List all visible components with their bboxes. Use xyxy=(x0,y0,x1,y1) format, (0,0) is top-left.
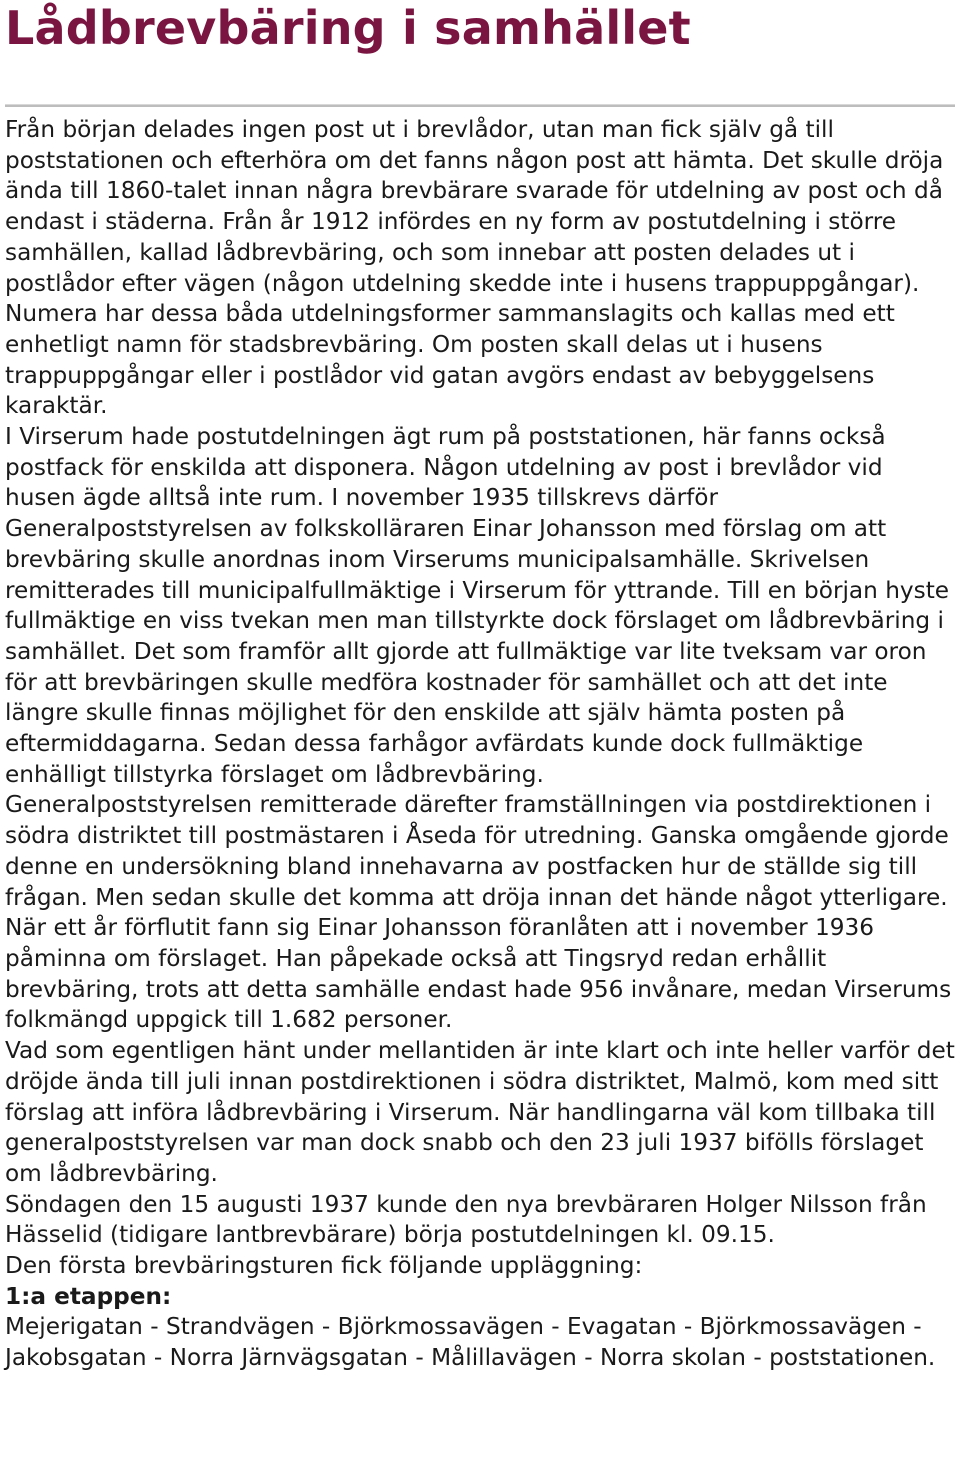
paragraph-generalpoststyrelsen: Generalpoststyrelsen remitterade därefter framställningen via postdirektionen i södra distriktet till postmästaren i Åseda för utredning. Ganska omgående gjorde denne en undersökning bland innehavarna av postfacken hur de ställde sig till frågan. Men sedan skulle det komma att dröja innan det hände något ytterligare. När ett år förflutit fann sig Einar Johansson föranlåten att i november 1936 påminna om förslaget. Han påpekade också att Tingsryd redan erhållit brevbäring, trots att detta samhälle endast hade 956 invånare, medan Virserums folkmängd uppgick till 1.682 personer. xyxy=(5,791,952,1034)
page-title: Lådbrevbäring i samhället xyxy=(5,1,691,55)
paragraph-mellantiden: Vad som egentligen hänt under mellantiden är inte klart och inte heller varför det dröjde ända till juli innan postdirektionen i södra distriktet, Malmö, kom med sitt förslag att införa lådbrevbäring i Virserum. När handlingarna väl kom tillbaka till generalpoststyrelsen var man dock snabb och den 23 juli 1937 bifölls förslaget om lådbrevbäring. xyxy=(5,1037,955,1187)
paragraph-intro: Från början delades ingen post ut i brevlådor, utan man fick själv gå till poststationen och efterhöra om det fanns någon post att hämta. Det skulle dröja ända till 1860-talet innan några brevbärare svarade för utdelning av post och då endast i städerna. Från år 1912 infördes en ny form av postutdelning i större samhällen, kallad lådbrevbäring, och som innebar att posten delades ut i postlådor efter vägen (någon utdelning skedde inte i husens trappuppgångar). Numera har dessa båda utdelningsformer sammanslagits och kallas med ett enhetligt namn för stadsbrevbäring. Om posten skall delas ut i husens trappuppgångar eller i postlådor vid gatan avgörs endast av bebyggelsens karaktär. xyxy=(5,116,944,420)
paragraph-sondagen: Söndagen den 15 augusti 1937 kunde den nya brevbäraren Holger Nilsson från Hässelid (tidigare lantbrevbärare) börja postutdelningen kl. 09.15. xyxy=(5,1190,927,1249)
paragraph-virserum: I Virserum hade postutdelningen ägt rum på poststationen, här fanns också postfack för enskilda att disponera. Någon utdelning av post i brevlådor vid husen ägde alltså inte rum. I november 1935 tillskrevs därför Generalpoststyrelsen av folkskolläraren Einar Johansson med förslag om att brevbäring skulle anordnas inom Virserums municipalsamhälle. Skrivelsen remitterades till municipalfullmäktige i Virserum för yttrande. Till en början hyste fullmäktige en viss tvekan men man tillstyrkte dock förslaget om lådbrevbäring i samhället. Det som framför allt gjorde att fullmäktige var lite tveksam var oron för att brevbäringen skulle medföra kostnader för samhället och att det inte längre skulle finnas möjlighet för den enskilde att själv hämta posten på eftermiddagarna. Sedan dessa farhågor avfärdats kunde dock fullmäktige enhälligt tillstyrka förslaget om lådbrevbäring. xyxy=(5,423,950,788)
document-page xyxy=(5,0,955,1374)
title-divider xyxy=(5,104,955,107)
paragraph-brevbaringsturen: Den första brevbäringsturen fick följande uppläggning: xyxy=(5,1252,643,1280)
stage-label: 1:a etappen: xyxy=(5,1282,172,1310)
route-list: Mejerigatan - Strandvägen - Björkmossavägen - Evagatan - Björkmossavägen - Jakobsgatan - Norra Järnvägsgatan - Målillavägen - Norra skolan - poststationen. xyxy=(5,1313,936,1372)
article-body xyxy=(5,115,955,1374)
